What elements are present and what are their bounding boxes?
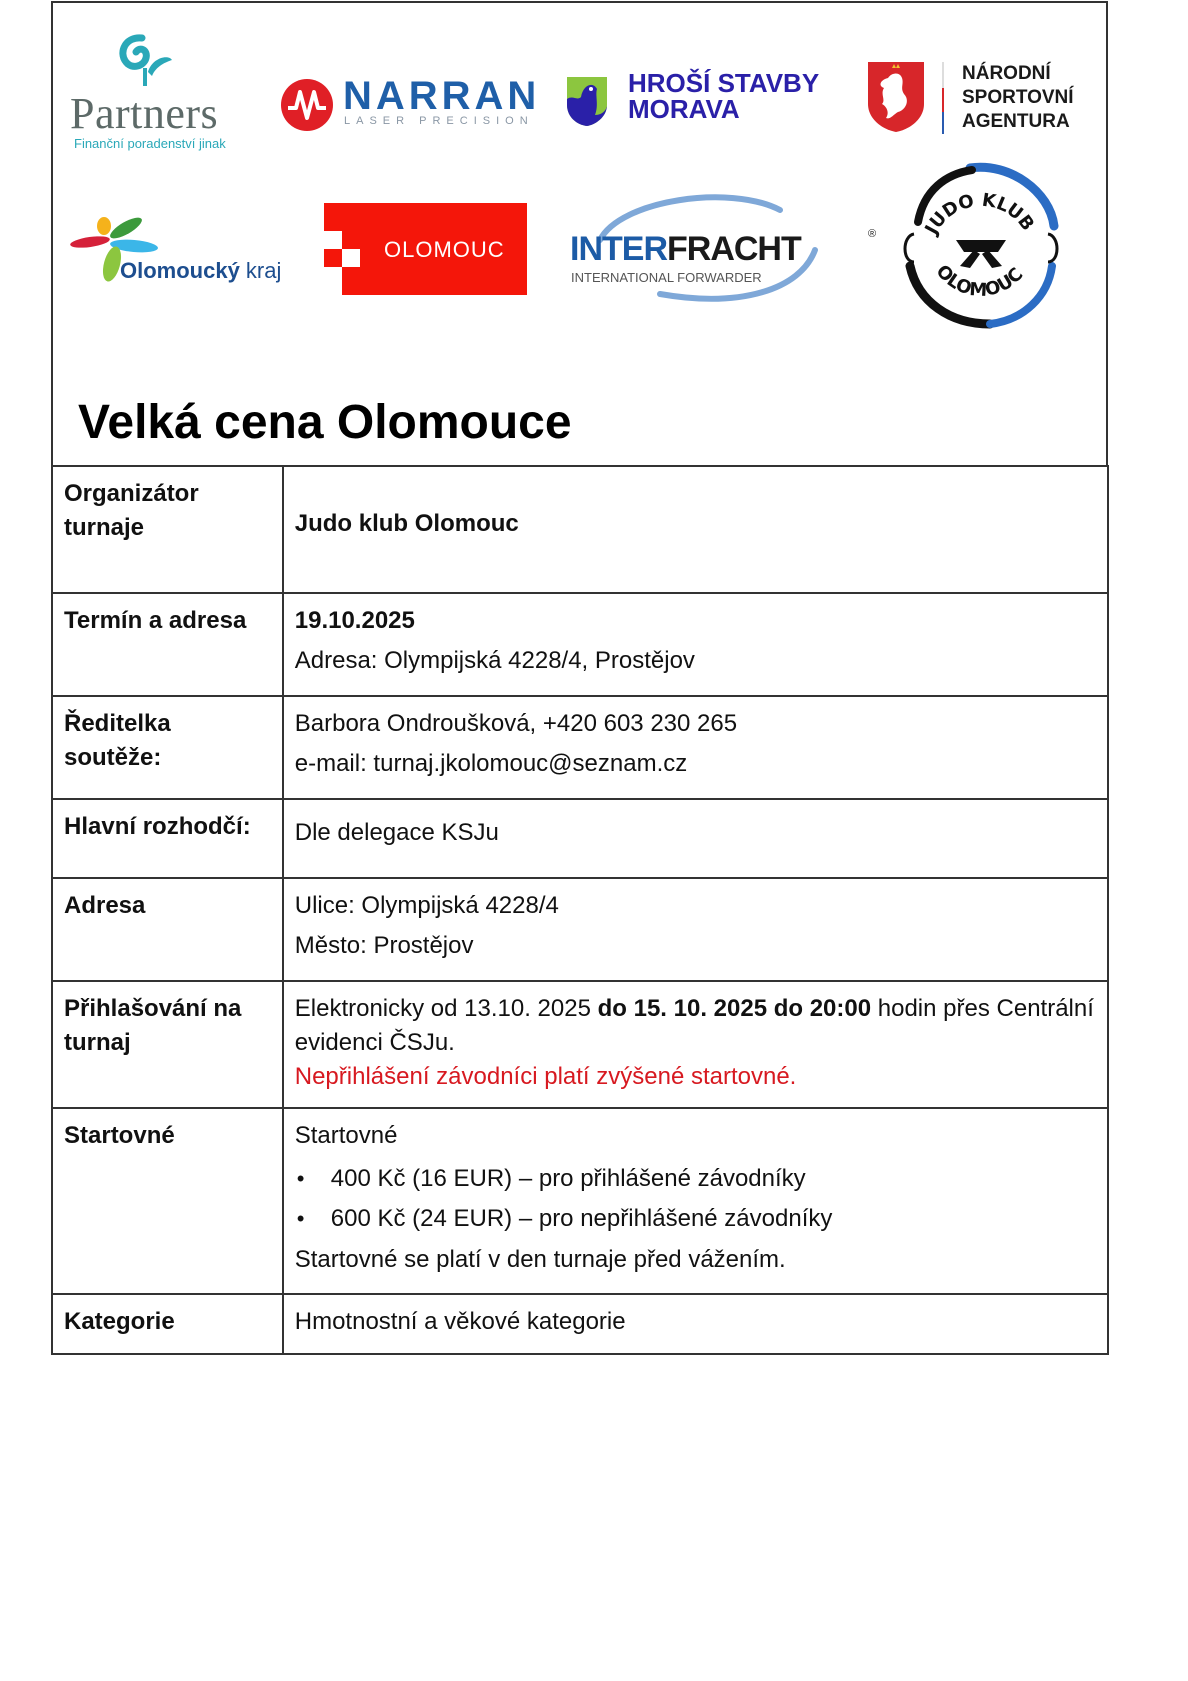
table-row-fee xyxy=(52,1108,1108,1294)
row-label: Startovné xyxy=(52,1108,283,1294)
narran-logo-name: NARRAN xyxy=(343,74,541,118)
referee-value: Dle delegace KSJu xyxy=(283,799,1108,878)
address-cell xyxy=(283,878,1108,981)
table-row-date xyxy=(52,593,1108,696)
interfracht-logo xyxy=(570,230,801,269)
hrosi-stavby-logo xyxy=(628,70,819,122)
fee-heading: Startovné xyxy=(294,1122,398,1149)
director-cell xyxy=(283,696,1108,799)
row-label: Přihlašování na turnaj xyxy=(52,981,283,1108)
fee-item: • 400 Kč (16 EUR) – pro přihlášené závodníky xyxy=(331,1159,1097,1199)
nsa-divider-white xyxy=(942,62,944,88)
kraj-light-text: kraj xyxy=(239,258,282,283)
table-row-registration xyxy=(52,981,1108,1108)
checker-square-2 xyxy=(342,249,360,267)
partners-logo-name: Partners xyxy=(70,89,219,138)
address-city: Město: Prostějov xyxy=(294,932,474,959)
registration-cell xyxy=(283,981,1108,1108)
nsa-divider-blue xyxy=(942,112,944,134)
registration-text-b: hodin přes Centrální evidenci ČSJu. xyxy=(294,995,1094,1056)
nsa-logo xyxy=(962,62,1074,134)
svg-text:OLOMOUC: OLOMOUC xyxy=(931,260,1028,302)
table-row-address xyxy=(52,878,1108,981)
interfracht-black-text: FRACHT xyxy=(667,230,801,268)
svg-text:JUDO KLUB: JUDO KLUB xyxy=(921,189,1039,238)
olomoucky-kraj-logo xyxy=(120,258,281,284)
table-row-category xyxy=(52,1294,1108,1354)
partners-leaf-icon xyxy=(112,32,178,88)
narran-logo-tagline: LASER PRECISION xyxy=(344,115,534,127)
event-address: Adresa: Olympijská 4228/4, Prostějov xyxy=(294,647,695,674)
row-label: Termín a adresa xyxy=(52,593,283,696)
hrosi-line-2: MORAVA xyxy=(628,94,740,124)
registration-warning: Nepřihlášení závodníci platí zvýšené startovné. xyxy=(294,1063,797,1090)
event-date: 19.10.2025 xyxy=(294,607,415,634)
table-row-organizer xyxy=(52,466,1108,593)
registration-text-a: Elektronicky od 13.10. 2025 xyxy=(294,995,598,1022)
director-email[interactable]: e-mail: turnaj.jkolomouc@seznam.cz xyxy=(294,750,688,777)
olomouc-city-label: OLOMOUC xyxy=(384,237,505,262)
table-row-referee xyxy=(52,799,1108,878)
category-value: Hmotnostní a věkové kategorie xyxy=(283,1294,1108,1354)
narran-circle-icon xyxy=(280,78,334,132)
nsa-line-3: AGENTURA xyxy=(962,111,1070,132)
registered-mark: ® xyxy=(868,228,877,240)
checker-square-3 xyxy=(324,267,342,295)
fee-list xyxy=(295,1159,1097,1239)
row-label: Adresa xyxy=(52,878,283,981)
director-name-phone: Barbora Ondroušková, +420 603 230 265 xyxy=(294,710,738,737)
table-row-director xyxy=(52,696,1108,799)
fee-item: • 600 Kč (24 EUR) – pro nepřihlášené závodníky xyxy=(331,1199,1097,1239)
nsa-divider-red xyxy=(942,88,944,112)
interfracht-tagline: INTERNATIONAL FORWARDER xyxy=(571,270,762,285)
fee-note: Startovné se platí v den turnaje před vážením. xyxy=(294,1246,786,1273)
organizer-value: Judo klub Olomouc xyxy=(283,466,1108,593)
page-title: Velká cena Olomouce xyxy=(78,396,572,449)
address-street: Ulice: Olympijská 4228/4 xyxy=(294,892,559,919)
kraj-bold-text: Olomoucký xyxy=(120,258,240,283)
interfracht-blue-text: INTER xyxy=(570,230,667,268)
registration-text xyxy=(295,992,1097,1060)
partners-logo-tagline: Finanční poradenství jinak xyxy=(74,136,226,151)
judo-klub-olomouc-emblem xyxy=(900,162,1062,330)
hippo-shield-icon xyxy=(565,75,609,127)
checker-square-1 xyxy=(324,231,342,249)
fee-cell xyxy=(283,1108,1108,1294)
hrosi-line-1: HROŠÍ STAVBY xyxy=(628,68,820,98)
row-label: Organizátor turnaje xyxy=(52,466,283,593)
row-label: Kategorie xyxy=(52,1294,283,1354)
czech-lion-shield-icon xyxy=(866,60,926,134)
row-label: Hlavní rozhodčí: xyxy=(52,799,283,878)
date-address-cell xyxy=(283,593,1108,696)
registration-deadline: do 15. 10. 2025 do 20:00 xyxy=(597,995,872,1022)
nsa-line-1: NÁRODNÍ xyxy=(962,63,1051,84)
nsa-line-2: SPORTOVNÍ xyxy=(962,87,1074,108)
row-label: Ředitelka soutěže: xyxy=(52,696,283,799)
tournament-info-table xyxy=(51,465,1109,1355)
